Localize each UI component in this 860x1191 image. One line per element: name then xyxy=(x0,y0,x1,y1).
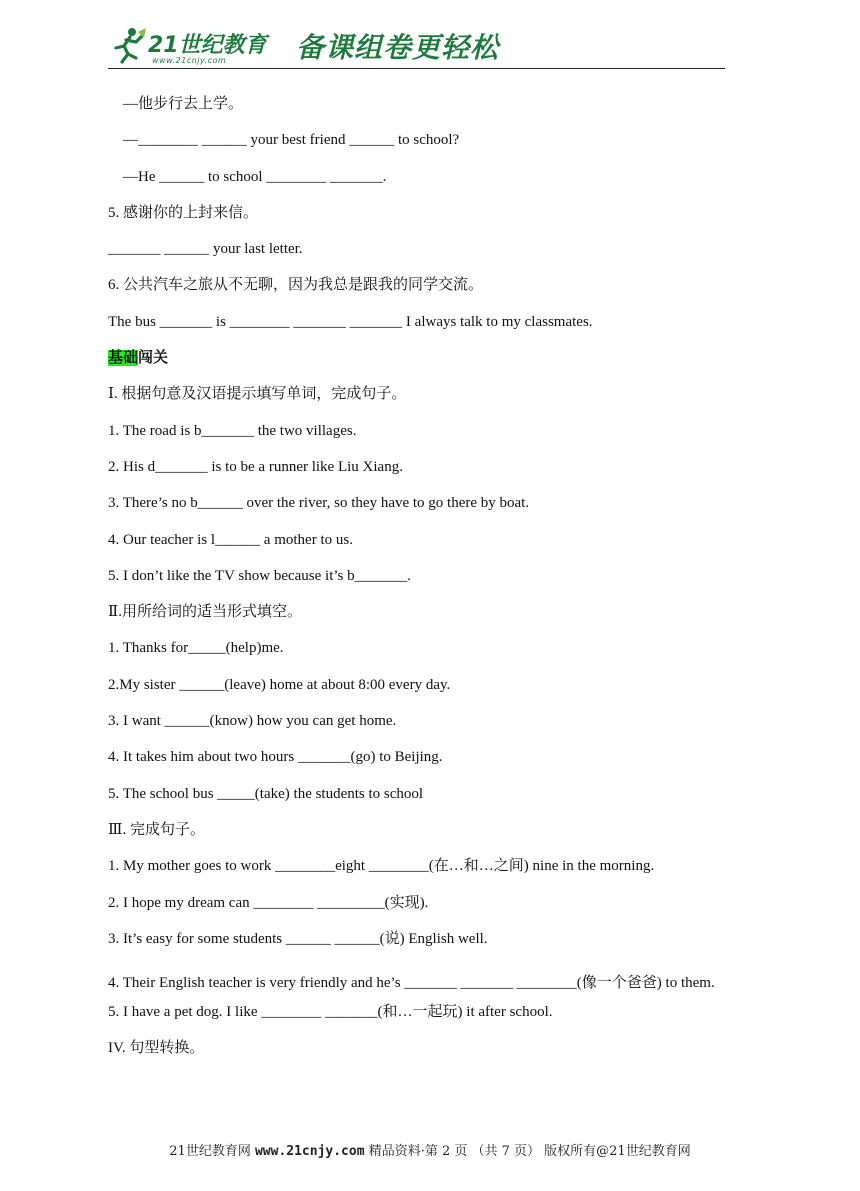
text-line: 5. 感谢你的上封来信。 xyxy=(108,204,259,221)
section-heading-rest: 闯关 xyxy=(138,350,169,367)
part2-title: Ⅱ.用所给词的适当形式填空。 xyxy=(108,604,302,621)
footer-site: 21世纪教育网 xyxy=(169,1144,251,1159)
exercise-item: 2.My sister ______(leave) home at about 8:00 every day. xyxy=(108,676,451,693)
exercise-item: 5. I have a pet dog. I like ________ _______(和…一起玩) it after school. xyxy=(108,1003,553,1020)
footer-url[interactable]: www.21cnjy.com xyxy=(254,1144,365,1159)
text-line: —________ ______ your best friend ______ to school? xyxy=(123,132,460,149)
exercise-item: 1. My mother goes to work ________eight ________(在…和…之间) nine in the morning. xyxy=(108,858,655,875)
exercise-item: 1. The road is b_______ the two villages. xyxy=(108,422,357,439)
brand-url: www.21cnjy.com xyxy=(152,56,227,65)
exercise-item: 3. It’s easy for some students ______ ______(说) English well. xyxy=(108,930,488,947)
exercise-item: 4. It takes him about two hours _______(go) to Beijing. xyxy=(108,749,443,766)
text-line: _______ ______ your last letter. xyxy=(108,241,303,258)
exercise-item: 5. I don’t like the TV show because it’s b_______. xyxy=(108,567,411,584)
part4-title: IV. 句型转换。 xyxy=(108,1039,205,1056)
footer-info: 精品资料·第 2 页 （共 7 页） 版权所有@21世纪教育网 xyxy=(368,1144,691,1159)
exercise-item: 3. I want ______(know) how you can get home. xyxy=(108,713,397,730)
text-line: 6. 公共汽车之旅从不无聊，因为我总是跟我的同学交流。 xyxy=(108,277,484,294)
exercise-item: 3. There’s no b______ over the river, so they have to go there by boat. xyxy=(108,495,530,512)
text-line: —他步行去上学。 xyxy=(123,96,244,112)
part3-title: Ⅲ. 完成句子。 xyxy=(108,821,205,838)
exercise-item: 2. I hope my dream can ________ _________(实现). xyxy=(108,894,429,911)
section-heading xyxy=(108,348,758,384)
runner-logo-icon xyxy=(110,26,148,64)
part1-title: Ⅰ. 根据句意及汉语提示填写单词，完成句子。 xyxy=(108,386,407,403)
header-rule xyxy=(108,68,725,69)
text-line: The bus _______ is ________ _______ _______ I always talk to my classmates. xyxy=(108,313,593,330)
section-highlight: 基础 xyxy=(108,350,139,367)
document-body xyxy=(108,94,758,1074)
exercise-item: 4. Their English teacher is very friendly and he’s _______ _______ ________(像一个爸爸) to them. xyxy=(108,975,715,992)
exercise-item: 5. The school bus _____(take) the students to school xyxy=(108,785,424,802)
page-footer xyxy=(0,1140,860,1159)
header-slogan: 备课组卷更轻松 xyxy=(296,31,500,64)
brand-name: 21世纪教育 xyxy=(148,33,267,58)
text-line: —He ______ to school ________ _______. xyxy=(123,168,387,185)
exercise-item: 1. Thanks for_____(help)me. xyxy=(108,640,284,657)
page-header xyxy=(108,24,725,72)
exercise-item: 2. His d_______ is to be a runner like Liu Xiang. xyxy=(108,458,403,475)
exercise-item: 4. Our teacher is l______ a mother to us. xyxy=(108,531,353,548)
